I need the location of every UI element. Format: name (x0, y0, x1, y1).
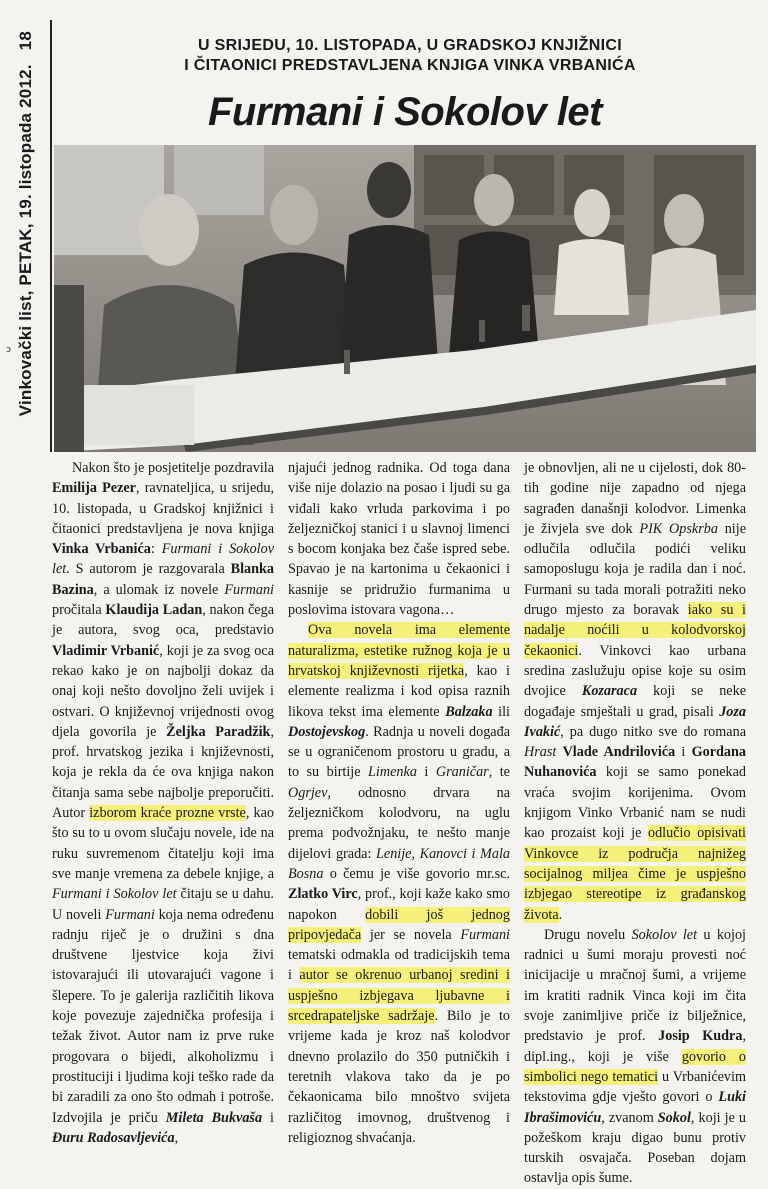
article-column-1 (52, 458, 275, 1146)
paragraph: Drugu novelu Sokolov let u kojoj radnici u šumi moraju provesti noć inicijacije u mračnoj šumi, a vrijeme im kratiti radnik Vinca koji im čita svoje zanimljive priče iz bilježnice, predstavio je prof. Josip Kudra, dipl.ing., koji je više govorio o simbolici nego tematici u Vrbanićevim tekstovima gdje vješto govori o Luki Ibrašimoviću, zvanom Sokol, koji je u požeškom kraju digao bunu protiv turskih osvajača. Poseban dojam ostavlja opis šume. (524, 926, 746, 1187)
article-photo (54, 145, 756, 452)
margin-mark-icon: ɔ (6, 345, 11, 355)
article-column-2 (288, 458, 511, 1146)
page-number: 18 (16, 31, 35, 51)
panel-at-table-photo (54, 145, 756, 452)
article-column-3 (524, 458, 746, 1187)
kicker-line-1: U SRIJEDU, 10. LISTOPADA, U GRADSKOJ KNJIŽNICI (198, 37, 622, 54)
article-body (52, 458, 760, 1187)
kicker-line-2: I ČITAONICI PREDSTAVLJENA KNJIGA VINKA VRBANIĆA (184, 57, 636, 74)
kicker (60, 36, 760, 76)
paragraph: Nakon što je posjetitelje pozdravila Emilija Pezer, ravnateljica, u srijedu, 10. listopada, u Gradskoj knjižnici i čitaonici predstavljena je nova knjiga Vinka Vrbanića: Furmani i Sokolov let. S autorom je razgovarala Blanka Bazina, a ulomak iz novele Furmani pročitala Klaudija Ladan, nakon čega je autora, svog oca, predstavio Vladimir Vrbanić, koji je za svog oca rekao kako je on najbolji dokaz da onaj koji nešto dovoljno želi uvijek i ostvari. O književnoj vrijednosti ovog djela govorila je Željka Paradžik, prof. hrvatskog jezika i književnosti, koja je rekla da će ova knjiga nakon čitanja sama sebe najbolje preporučiti. Autor izborom kraće prozne vrste, kao što su to u ovom slučaju novele, ide na ruku suvremenom čitatelju koji ima sve manje vremena za debele knjige, a Furmani i Sokolov let čitaju se u dahu. U noveli Furmani koja nema određenu radnju riječ je o družini s dna društvene ljestvice koja živi istovarajući ili utovarajući vagone i šlepere. To je galerija različitih likova koje povezuje zajednička profesija i težak život. Autor nam iz prve ruke progovara o bijedi, alkoholizmu i prostituciji i ljudima koji teško rade da bi zaradili za ono što odmah i potroše. Izdvojila je priču Mileta Bukvaša i Đuru Radosavljevića, (52, 460, 275, 1146)
paragraph: je obnovljen, ali ne u cijelosti, dok 80-tih godine nije zapadno od njega sagrađen današnji kolodvor. Limenka je živjela sve dok PIK Opskrba nije odlučila odlučila podići veliku samoposlugu koja je radila dan i noć. Furmani su tada morali potražiti neko drugo mjesto za boravak iako su i nadalje noćili u kolodvorskoj čekaonici. Vinkovci kao urbana sredina zaslužuju opise koje su osim dvojice Kozaraca koji se neke događaje smještali u grad, pisali Joza Ivakić, pa dugo nitko sve do romana Hrast Vlade Andrilovića i Gordana Nuhanovića koji se samo ponekad vraća svojim korijenima. Ovom knjigom Vinko Vrbanić nam se nudi kao prozaist koji je odlučio opisivati Vinkovce iz područja najnižeg socijalnog miljea čime je uspješno izbjegao stereotipe iz građanskog života. (524, 460, 746, 923)
sidebar-divider (50, 20, 52, 452)
publication-info (16, 31, 44, 431)
headline: Furmani i Sokolov let (207, 90, 602, 134)
sidebar-banner (16, 22, 46, 442)
paragraph: njajući jednog radnika. Od toga dana više nije dolazio na posao i ljudi su ga viđali kako vrluda parkovima i po željezničkoj stanici i u slavnoj limenci s bocom konjaka bez čaše ispred sebe. Spavao je na kartonima u čekaonici i kasnije se pridružio furmanima u poslovima istovara vagona… (288, 460, 510, 619)
paragraph: Ova novela ima elemente naturalizma, estetike ružnog koja je u hrvatskoj književnosti rijetka, kao i elemente realizma i kod opisa raznih likova tekst ima elemente Balzaka ili Dostojevskog. Radnja u noveli događa se u ograničenom prostoru u gradu, a to su birtije Limenka i Graničar, te Ogrjev, odnosno drvara na željezničkom kolodvoru, na uglu prema podvožnjaku, te nešto manje dijelovi grada: Lenije, Kanovci i Mala Bosna o čemu je više govorio mr.sc. Zlatko Virc, prof., koji kaže kako smo napokon dobili još jednog pripovjedača jer se novela Furmani tematski odmakla od tradicijskih tema i autor se okrenuo urbanoj sredini i uspješno izbjegava ljubavne i srcedrapateljske sadržaje. Bilo je to vrijeme kada je kroz naš kolodvor dnevno prolazilo do 350 putničkih i teretnih vlakova tako da je po čekaonicama bilo mnoštvo svijeta različitog imovnog, društvenog i religioznog shvaćanja. (288, 622, 511, 1146)
publication-date-line: Vinkovački list, PETAK, 19. listopada 2012. (16, 64, 35, 417)
